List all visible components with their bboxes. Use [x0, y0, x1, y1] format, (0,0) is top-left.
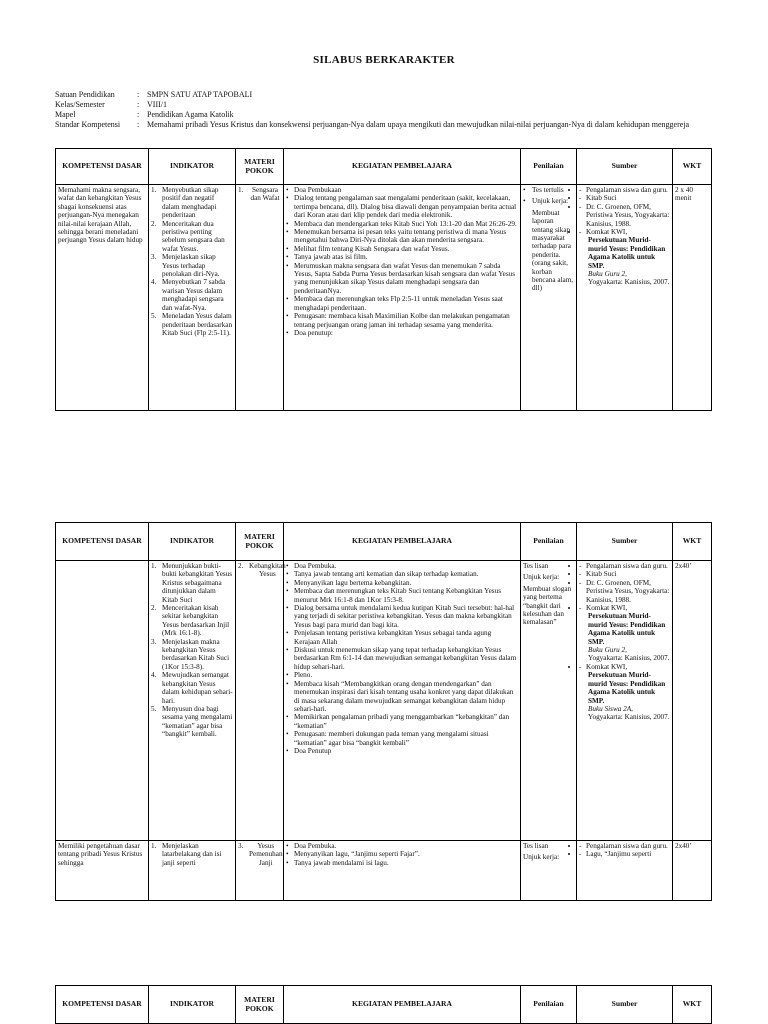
list-item: - • Komkat KWI,	[579, 228, 670, 236]
list-item: • Doa Pembukaan	[286, 186, 518, 194]
cell-indikator	[149, 561, 236, 841]
header-materi-pokok: MATERI POKOK	[236, 523, 284, 561]
list-item: • Membaca dan mendengarkan teks Kitab Suci Yoh 13:1-20 dan Mat 26:26-29.	[286, 220, 518, 228]
cell-materi-pokok	[236, 841, 284, 901]
header-penilaian: Penilaian	[521, 523, 577, 561]
list-item: 2. Kebangkitan Yesus	[238, 562, 286, 579]
cell-indikator	[149, 841, 236, 901]
table-row	[56, 561, 712, 841]
header-indikator: INDIKATOR	[149, 986, 236, 1024]
cell-kompetensi-dasar: Memiliki pengetahuan dasar tentang pribadi Yesus Kristus sehingga	[56, 841, 149, 901]
list-item: • Menemukan bersama isi pesan teks yaitu tentang peristiwa di mana Yesus mengetahui bahwa Diri-Nya ditolak dan akan menderita sengsara.	[286, 228, 518, 245]
list-item: • Dialog tentang pengalaman saat mengalami penderitaan (sakit, kecelakaan, tertimpa bencana, dll). Dialog bisa diawali dengan penyampaian berita actual dari Koran atau dari klip pendek dari media elektronik.	[286, 194, 518, 219]
cell-penilaian: Tes lisan Unjuk kerja:	[521, 841, 577, 901]
list-item: • Membaca kisah “Membangkitkan orang dengan mendengarkan” dan menemukan inspirasi dari kisah tentang usaha konkret yang dapat dilakukan di masa sekarang dalam mewujudkan semangat kebangkitan dalam hidup sehari-hari.	[286, 680, 518, 714]
header-indikator: INDIKATOR	[149, 149, 236, 185]
header-sumber: Sumber	[577, 986, 673, 1024]
cell-kegiatan	[284, 185, 521, 411]
list-item: - • Lagu, “Janjimu seperti	[579, 850, 670, 858]
silabus-table-3	[55, 985, 712, 1024]
table-row	[56, 841, 712, 901]
list-item: • Menyanyikan lagu bertema kebangkitan.	[286, 579, 518, 587]
table-header-row	[56, 986, 712, 1024]
list-item: • Doa Pembuka.	[286, 562, 518, 570]
header-kegiatan: KEGIATAN PEMBELAJARA	[284, 523, 521, 561]
list-item: • Memikirkan pengalaman pribadi yang menggambarkan “kebangkitan” dan “kematian”	[286, 713, 518, 730]
list-item: - • Dr. C. Groenen, OFM, Peristiwa Yesus, Yogyakarta: Kanisius, 1988.	[579, 579, 670, 604]
cell-indikator	[149, 185, 236, 411]
list-item: • Merumuskan makna sengsara dan wafat Yesus dan menemukan 7 sabda Yesus, Sapta Sabda Purna Yesus berdasarkan kisah sengsara dan wafat Yesus yang menunjukkan sikap Yesus dalam menghadapi sengsara dan penderitaanNya.	[286, 262, 518, 296]
header-kompetensi-dasar: KOMPETENSI DASAR	[56, 986, 149, 1024]
cell-kompetensi-dasar	[56, 561, 149, 841]
list-item: • Penugasan: memberi dukungan pada teman yang mengalami situasi “kematian” agar bisa “bangkit kembali”	[286, 730, 518, 747]
silabus-table-1	[55, 148, 712, 411]
list-item: 3. Menjelaskan makna kebangkitan Yesus berdasarkan Kitab Suci (1Kor 15:3-8).	[151, 637, 230, 671]
list-item: 4. Mewujudkan semangat kebangkitan Yesus dalam kehidupan sehari-hari.	[151, 671, 233, 705]
table-header-row	[56, 149, 712, 185]
list-item: - • Pengalaman siswa dan guru.	[579, 842, 670, 850]
cell-wkt: 2x40’	[673, 561, 712, 841]
list-item: 4. Menyebutkan 7 sabda warisan Yesus dalam menghadapi sengsara dan wafat-Nya.	[151, 278, 226, 312]
silabus-table-2	[55, 522, 712, 901]
list-item: • Menyanyikan lagu, “Janjimu seperti Fajar”.	[286, 850, 518, 858]
table-header-row	[56, 523, 712, 561]
cell-wkt: 2 x 40 menit	[673, 185, 712, 411]
list-item: - • Komkat KWI,	[579, 604, 670, 612]
cell-materi-pokok	[236, 561, 284, 841]
cell-wkt: 2x40’	[673, 841, 712, 901]
header-indikator: INDIKATOR	[149, 523, 236, 561]
header-kegiatan: KEGIATAN PEMBELAJARA	[284, 149, 521, 185]
cell-sumber: - • Pengalaman siswa dan guru. - • Kitab Suci - • Dr. C. Groenen, OFM, Peristiwa Yesus, Yogyakarta: Kanisius, 1988. - • Komkat KWI, Persekutuan Murid-murid Yesus: Pendidikan Agama Katolik untuk SMP. Buku Guru 2, Yogyakarta: Kanisius, 2007.	[577, 185, 673, 411]
header-kegiatan: KEGIATAN PEMBELAJARA	[284, 986, 521, 1024]
header-sumber: Sumber	[577, 149, 673, 185]
list-item: • Membaca dan merenungkan teks Flp 2:5-11 untuk meneladan Yesus saat menghadapi penderitaan.	[286, 295, 518, 312]
cell-kegiatan	[284, 841, 521, 901]
header-materi-pokok: MATERI POKOK	[236, 149, 284, 185]
document-title: SILABUS BERKARAKTER	[313, 54, 455, 66]
header-wkt: WKT	[673, 986, 712, 1024]
cell-penilaian: Tes lisan Unjuk kerja: Membuat slogan yang bertema “bangkit dari kelesuhan dan kemalasan”	[521, 561, 577, 841]
document-meta	[55, 90, 768, 130]
list-item: • Dialog bersama untuk mendalami kedua kutipan Kitab Suci tersebut: hal-hal yang terjadi di sekitar peristiwa kebangkitan. Yesus dan makna kebangkitan Yesus bagi para murid dan bagi kita.	[286, 604, 518, 629]
meta-row-kelas: Kelas/Semester : VIII/1	[55, 100, 167, 109]
list-item: - • Kitab Suci	[579, 570, 670, 578]
cell-kompetensi-dasar: Memahami makna sengsara, wafat dan kebangkitan Yesus sbagai konsekuensi atas perjuangan-Nya menegakan nilai-nilai kerajaan Allah, sehingga berani meneladani perjuangn Yesus dalam hidup	[56, 185, 149, 411]
list-item: 1. Menunjukkan bukti-bukti kebangkitan Yesus Kristus sebagaimana ditunjukkan dalam Kitab Suci	[151, 562, 233, 604]
cell-materi-pokok	[236, 185, 284, 411]
meta-row-satuan: Satuan Pendidikan : SMPN SATU ATAP TAPOBALI	[55, 90, 253, 99]
list-item: 1. Sengsara dan Wafat	[238, 186, 280, 203]
list-item: • Melihat film tentang Kisah Sengsara dan wafat Yesus.	[286, 245, 518, 253]
header-kompetensi-dasar: KOMPETENSI DASAR	[56, 523, 149, 561]
meta-row-standar-kompetensi: Standar Kompetensi : Memahami pribadi Yesus Kristus dan konsekwensi perjuangan-Nya dalam upaya mengikuti dan mewujudkan nilai-nilai perjuangan-Nya di dalam kehidupan menggereja	[55, 120, 690, 129]
cell-sumber: - • Pengalaman siswa dan guru. - • Kitab Suci - • Dr. C. Groenen, OFM, Peristiwa Yesus, Yogyakarta: Kanisius, 1988. - • Komkat KWI, Persekutuan Murid-murid Yesus: Pendidikan Agama Katolik untuk SMP. Buku Guru 2, Yogyakarta: Kanisius, 2007. - • Komkat KWI, Persekutuan Murid-murid Yesus: Pendidikan Agama Katolik untuk SMP. Buku Siswa 2A, Yogyakarta: Kanisius, 2007.	[577, 561, 673, 841]
list-item: • Tanya jawab mendalami isi lagu.	[286, 859, 518, 867]
table-row	[56, 185, 712, 411]
list-item: • Pleno.	[286, 671, 518, 679]
list-item: • Doa Penutup	[286, 747, 518, 755]
list-item: 3. Menjelaskan sikap Yesus terhadap penolakan diri-Nya.	[151, 253, 220, 279]
header-sumber: Sumber	[577, 523, 673, 561]
list-item: - • Kitab Suci	[579, 194, 670, 202]
list-item: • Membaca dan merenungkan teks Kitab Suci tentang Kebangkitan Yesus menurut Mrk 16:1-8 dan 1Kor 15:3-8.	[286, 587, 518, 604]
list-item: 2. Menceritakan dua peristiwa penting sebelum sengsara dan wafat Yesus.	[151, 219, 225, 253]
list-item: 2. Menceritakan kisah sekitar kebangkitan Yesus berdasarkan Injil (Mrk 16:1-8).	[151, 604, 230, 638]
list-item: • Doa penutup:	[286, 329, 518, 337]
header-penilaian: Penilaian	[521, 986, 577, 1024]
header-kompetensi-dasar: KOMPETENSI DASAR	[56, 149, 149, 185]
list-item: 5. Meneladan Yesus dalam penderitaan berdasarkan Kitab Suci (Flp 2:5-11).	[151, 312, 233, 337]
cell-sumber	[577, 841, 673, 901]
list-item: 5. Menyusun doa bagi sesama yang mengalami “kematian” agar bisa “bangkit” kembali.	[151, 704, 233, 739]
header-materi-pokok: MATERI POKOK	[236, 986, 284, 1024]
list-item: - • Dr. C. Groenen, OFM, Peristiwa Yesus, Yogyakarta: Kanisius, 1988.	[579, 203, 670, 228]
list-item: • Penugasan: membaca kisah Maximilian Kolbe dan melakukan pengamatan tentang perjuangan orang jaman ini terhadap sesama yang menderita.	[286, 312, 518, 329]
meta-row-mapel: Mapel : Pendidikan Agama Katolik	[55, 110, 234, 119]
cell-kegiatan	[284, 561, 521, 841]
list-item: • Doa Pembuka.	[286, 842, 518, 850]
list-item: 1. Menyebutkan sikap positif dan negatif dalam menghadapi penderitaan	[151, 186, 219, 220]
list-item: • Diskusi untuk menemukan sikap yang tepat terhadap kebangkitan Yesus berdasarkan Rm 6:1-14 dan mewujudkan semangat kebangkitan Yesus dalam hidup sehari-hari.	[286, 646, 518, 671]
list-item: 3. Yesus Pemenuhan Janji	[238, 842, 283, 867]
cell-penilaian: • Tes tertulis • Unjuk kerja: Membuat laporan tentang sikap masyarakat terhadap para penderita. (orang sakit, korban bencana alam, dll)	[521, 185, 577, 411]
list-item: - • Komkat KWI,	[579, 663, 670, 671]
header-wkt: WKT	[673, 523, 712, 561]
list-item: • Tanya jawab atas isi film.	[286, 253, 518, 261]
list-item: - • Pengalaman siswa dan guru.	[579, 562, 670, 570]
header-penilaian: Penilaian	[521, 149, 577, 185]
list-item: 1. Menjelaskan latarbelakang dan isi janji seperti	[151, 842, 222, 867]
list-item: - • Pengalaman siswa dan guru.	[579, 186, 670, 194]
header-wkt: WKT	[673, 149, 712, 185]
list-item: • Penjelasan tentang peristiwa kebangkitan Yesus sebagai tanda agung Kerajaan Allah	[286, 629, 518, 646]
list-item: • Tanya jawab tentang arti kematian dan sikap terhadap kematian.	[286, 570, 518, 578]
